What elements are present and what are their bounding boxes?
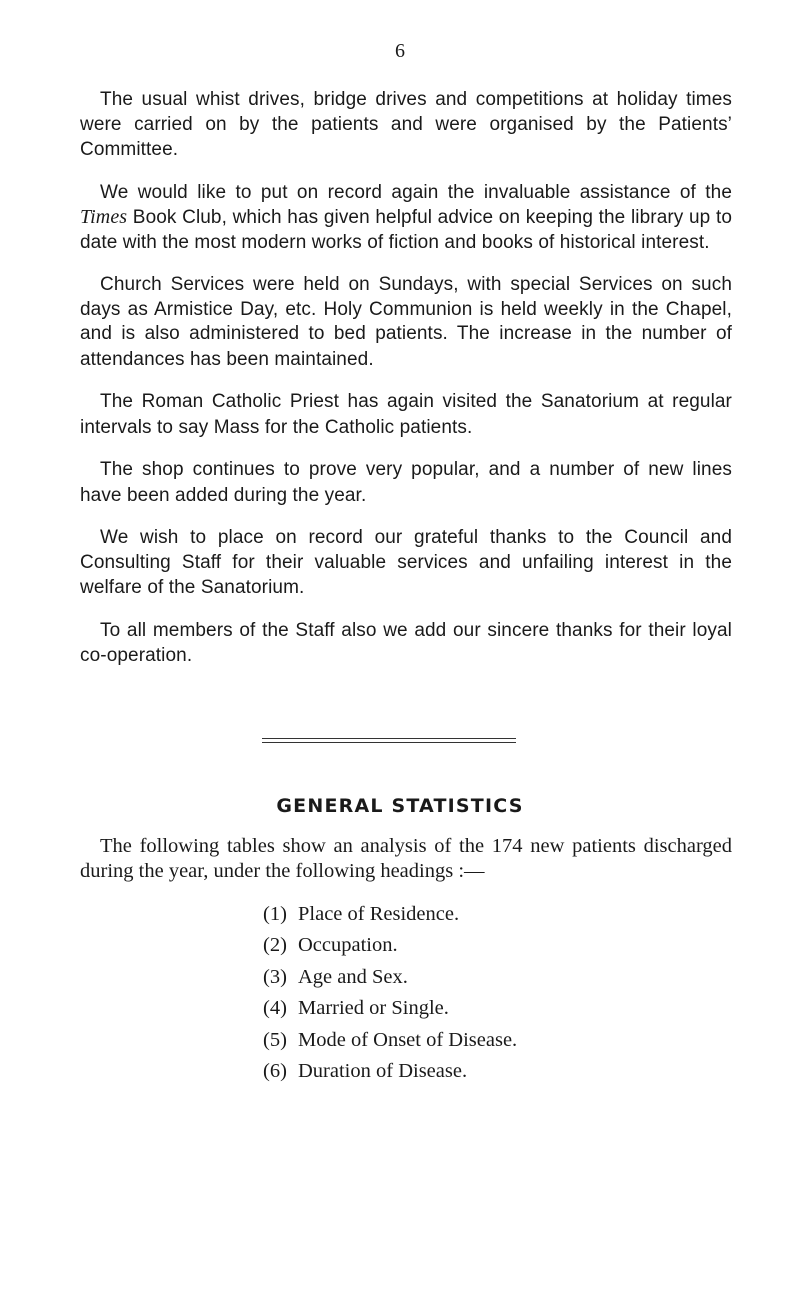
list-item-label: Age and Sex.	[298, 965, 408, 988]
paragraph-thanks-council: We wish to place on record our grateful thanks to the Council and Consulting Staff for their valuable services and unfailing interest in the welfare of the Sanatorium.	[80, 527, 732, 598]
list-item-number: (3)	[263, 965, 287, 988]
paragraph-shop: The shop continues to prove very popular, and a number of new lines have been added during the year.	[80, 459, 732, 506]
section-divider-bottom	[262, 742, 516, 743]
statistics-intro: The following tables show an analysis of the 174 new patients discharged during the year, under the following headings :—	[80, 835, 732, 882]
list-item	[263, 1056, 517, 1087]
list-item	[263, 930, 517, 961]
list-item-number: (5)	[263, 1028, 287, 1051]
list-item-number: (2)	[263, 934, 287, 957]
list-item	[263, 993, 517, 1024]
list-item-number: (4)	[263, 997, 287, 1020]
section-divider-top	[262, 738, 516, 739]
paragraph-catholic-priest: The Roman Catholic Priest has again visited the Sanatorium at regular intervals to say Mass for the Catholic patients.	[80, 391, 732, 438]
list-item	[263, 962, 517, 993]
paragraph-whist-drives: The usual whist drives, bridge drives and competitions at holiday times were carried on by the patients and were organised by the Patients’ Committee.	[80, 89, 732, 160]
list-item-label: Occupation.	[298, 934, 398, 957]
list-item-label: Duration of Disease.	[298, 1059, 468, 1082]
times-italic: Times	[80, 206, 128, 228]
list-item-label: Mode of Onset of Disease.	[298, 1028, 518, 1051]
list-item-number: (6)	[263, 1059, 287, 1082]
paragraph-thanks-staff: To all members of the Staff also we add our sincere thanks for their loyal co-operation.	[80, 619, 732, 666]
list-item-label: Married or Single.	[298, 997, 449, 1020]
paragraph-book-club: We would like to put on record again the invaluable assistance of the Times Book Club, which has given helpful advice on keeping the library up to date with the most modern works of fiction and books of historical interest.	[80, 181, 732, 253]
list-item-label: Place of Residence.	[298, 903, 460, 925]
list-item-number: (1)	[263, 903, 287, 925]
page-number: 6	[395, 40, 405, 62]
list-item	[263, 899, 517, 930]
headings-list	[263, 899, 517, 1087]
report-body	[80, 88, 732, 687]
section-heading: GENERAL STATISTICS	[276, 795, 524, 817]
paragraph-church-services: Church Services were held on Sundays, with special Services on such days as Armistice Day, etc. Holy Communion is held weekly in the Chapel, and is also administered to bed patients. The increase in the number of attendances has been maintained.	[80, 274, 732, 370]
list-item	[263, 1025, 517, 1056]
